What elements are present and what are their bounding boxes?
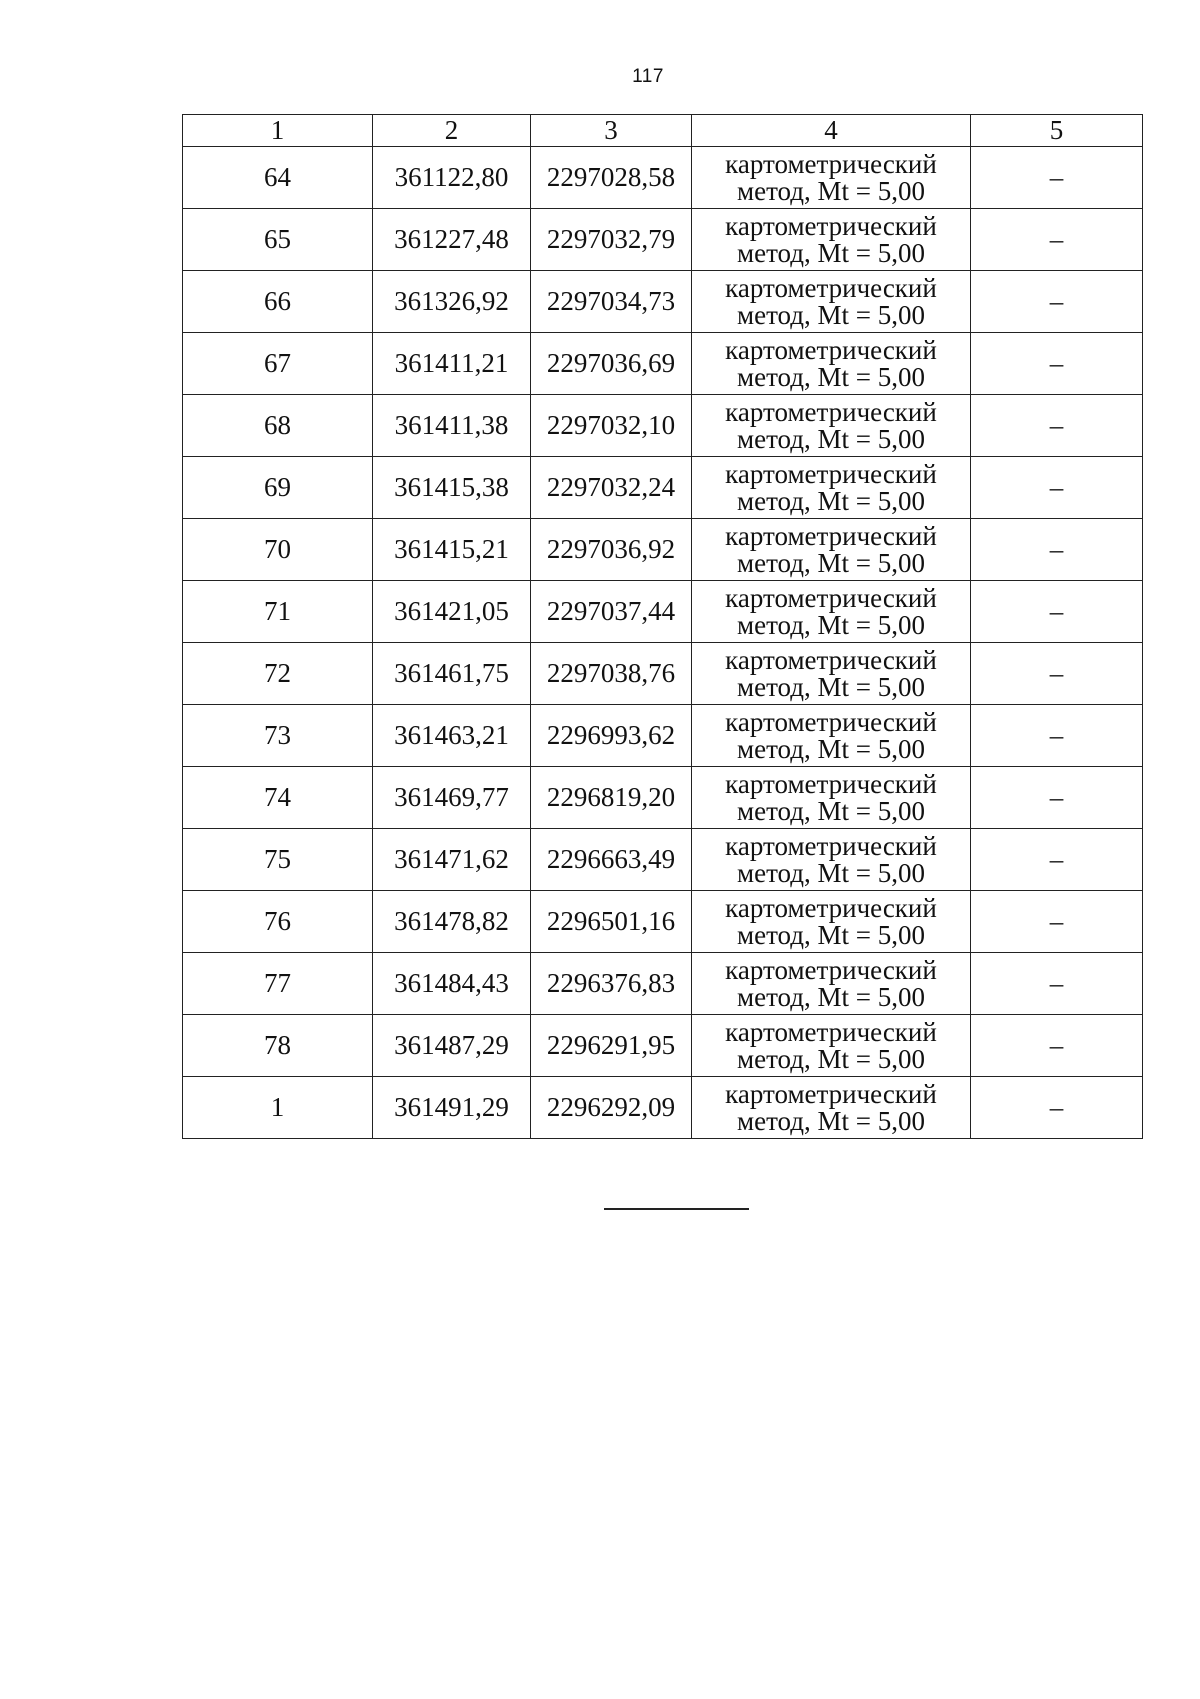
y-coordinate-cell: 2297036,69 bbox=[531, 333, 692, 395]
end-divider bbox=[604, 1208, 749, 1210]
method-line-2: метод, Mt = 5,00 bbox=[737, 733, 925, 764]
table-row bbox=[183, 767, 1143, 829]
y-coordinate-cell: 2297037,44 bbox=[531, 581, 692, 643]
point-number-cell: 65 bbox=[183, 209, 373, 271]
method-line-2: метод, Mt = 5,00 bbox=[737, 547, 925, 578]
method-line-2: метод, Mt = 5,00 bbox=[737, 857, 925, 888]
y-coordinate-cell: 2297028,58 bbox=[531, 147, 692, 209]
note-cell: – bbox=[971, 581, 1143, 643]
point-number-cell: 71 bbox=[183, 581, 373, 643]
table-row bbox=[183, 209, 1143, 271]
method-line-1: картометрический bbox=[725, 1016, 937, 1047]
method-cell bbox=[692, 209, 971, 271]
method-line-2: метод, Mt = 5,00 bbox=[737, 981, 925, 1012]
table-row bbox=[183, 333, 1143, 395]
x-coordinate-cell: 361491,29 bbox=[373, 1077, 531, 1139]
column-header: 1 bbox=[183, 115, 373, 147]
note-cell: – bbox=[971, 457, 1143, 519]
y-coordinate-cell: 2297038,76 bbox=[531, 643, 692, 705]
column-header: 3 bbox=[531, 115, 692, 147]
column-header: 5 bbox=[971, 115, 1143, 147]
method-line-1: картометрический bbox=[725, 210, 937, 241]
method-line-1: картометрический bbox=[725, 830, 937, 861]
method-line-1: картометрический bbox=[725, 148, 937, 179]
method-line-1: картометрический bbox=[725, 954, 937, 985]
page-number: 117 bbox=[632, 66, 664, 87]
table-row bbox=[183, 395, 1143, 457]
method-line-1: картометрический bbox=[725, 1078, 937, 1109]
x-coordinate-cell: 361484,43 bbox=[373, 953, 531, 1015]
method-cell bbox=[692, 705, 971, 767]
method-line-1: картометрический bbox=[725, 892, 937, 923]
x-coordinate-cell: 361487,29 bbox=[373, 1015, 531, 1077]
table-row bbox=[183, 457, 1143, 519]
x-coordinate-cell: 361415,38 bbox=[373, 457, 531, 519]
y-coordinate-cell: 2296819,20 bbox=[531, 767, 692, 829]
x-coordinate-cell: 361411,21 bbox=[373, 333, 531, 395]
note-cell: – bbox=[971, 271, 1143, 333]
coordinates-table bbox=[182, 114, 1143, 1139]
y-coordinate-cell: 2297032,24 bbox=[531, 457, 692, 519]
y-coordinate-cell: 2297036,92 bbox=[531, 519, 692, 581]
y-coordinate-cell: 2297032,10 bbox=[531, 395, 692, 457]
point-number-cell: 68 bbox=[183, 395, 373, 457]
note-cell: – bbox=[971, 1015, 1143, 1077]
method-cell bbox=[692, 581, 971, 643]
table-row bbox=[183, 1077, 1143, 1139]
point-number-cell: 70 bbox=[183, 519, 373, 581]
column-header: 2 bbox=[373, 115, 531, 147]
note-cell: – bbox=[971, 519, 1143, 581]
method-line-2: метод, Mt = 5,00 bbox=[737, 1105, 925, 1136]
column-header: 4 bbox=[692, 115, 971, 147]
method-line-2: метод, Mt = 5,00 bbox=[737, 361, 925, 392]
table-row bbox=[183, 643, 1143, 705]
note-cell: – bbox=[971, 643, 1143, 705]
y-coordinate-cell: 2296993,62 bbox=[531, 705, 692, 767]
note-cell: – bbox=[971, 891, 1143, 953]
y-coordinate-cell: 2296376,83 bbox=[531, 953, 692, 1015]
x-coordinate-cell: 361463,21 bbox=[373, 705, 531, 767]
y-coordinate-cell: 2297032,79 bbox=[531, 209, 692, 271]
note-cell: – bbox=[971, 1077, 1143, 1139]
point-number-cell: 1 bbox=[183, 1077, 373, 1139]
note-cell: – bbox=[971, 829, 1143, 891]
x-coordinate-cell: 361415,21 bbox=[373, 519, 531, 581]
method-cell bbox=[692, 271, 971, 333]
table-row bbox=[183, 705, 1143, 767]
x-coordinate-cell: 361469,77 bbox=[373, 767, 531, 829]
method-cell bbox=[692, 767, 971, 829]
note-cell: – bbox=[971, 953, 1143, 1015]
point-number-cell: 75 bbox=[183, 829, 373, 891]
x-coordinate-cell: 361411,38 bbox=[373, 395, 531, 457]
y-coordinate-cell: 2296291,95 bbox=[531, 1015, 692, 1077]
table-row bbox=[183, 147, 1143, 209]
method-line-2: метод, Mt = 5,00 bbox=[737, 237, 925, 268]
table-row bbox=[183, 829, 1143, 891]
x-coordinate-cell: 361326,92 bbox=[373, 271, 531, 333]
method-line-2: метод, Mt = 5,00 bbox=[737, 485, 925, 516]
method-cell bbox=[692, 643, 971, 705]
method-cell bbox=[692, 1077, 971, 1139]
x-coordinate-cell: 361227,48 bbox=[373, 209, 531, 271]
method-line-1: картометрический bbox=[725, 520, 937, 551]
method-line-2: метод, Mt = 5,00 bbox=[737, 299, 925, 330]
x-coordinate-cell: 361421,05 bbox=[373, 581, 531, 643]
method-cell bbox=[692, 147, 971, 209]
point-number-cell: 74 bbox=[183, 767, 373, 829]
x-coordinate-cell: 361471,62 bbox=[373, 829, 531, 891]
method-cell bbox=[692, 333, 971, 395]
method-cell bbox=[692, 395, 971, 457]
method-line-1: картометрический bbox=[725, 644, 937, 675]
y-coordinate-cell: 2296663,49 bbox=[531, 829, 692, 891]
point-number-cell: 66 bbox=[183, 271, 373, 333]
method-cell bbox=[692, 1015, 971, 1077]
method-cell bbox=[692, 891, 971, 953]
method-line-2: метод, Mt = 5,00 bbox=[737, 919, 925, 950]
table-row bbox=[183, 581, 1143, 643]
method-line-1: картометрический bbox=[725, 706, 937, 737]
table-row bbox=[183, 891, 1143, 953]
table-row bbox=[183, 953, 1143, 1015]
method-line-2: метод, Mt = 5,00 bbox=[737, 671, 925, 702]
method-line-1: картометрический bbox=[725, 582, 937, 613]
note-cell: – bbox=[971, 705, 1143, 767]
point-number-cell: 77 bbox=[183, 953, 373, 1015]
table-row bbox=[183, 271, 1143, 333]
method-line-1: картометрический bbox=[725, 768, 937, 799]
method-cell bbox=[692, 953, 971, 1015]
method-cell bbox=[692, 519, 971, 581]
method-line-1: картометрический bbox=[725, 272, 937, 303]
point-number-cell: 76 bbox=[183, 891, 373, 953]
x-coordinate-cell: 361461,75 bbox=[373, 643, 531, 705]
y-coordinate-cell: 2296501,16 bbox=[531, 891, 692, 953]
method-line-2: метод, Mt = 5,00 bbox=[737, 175, 925, 206]
method-line-2: метод, Mt = 5,00 bbox=[737, 1043, 925, 1074]
point-number-cell: 73 bbox=[183, 705, 373, 767]
table-row bbox=[183, 519, 1143, 581]
method-line-2: метод, Mt = 5,00 bbox=[737, 423, 925, 454]
y-coordinate-cell: 2297034,73 bbox=[531, 271, 692, 333]
table-row bbox=[183, 1015, 1143, 1077]
x-coordinate-cell: 361122,80 bbox=[373, 147, 531, 209]
table-header-row bbox=[183, 115, 1143, 147]
method-cell bbox=[692, 457, 971, 519]
method-cell bbox=[692, 829, 971, 891]
note-cell: – bbox=[971, 209, 1143, 271]
method-line-2: метод, Mt = 5,00 bbox=[737, 609, 925, 640]
note-cell: – bbox=[971, 395, 1143, 457]
point-number-cell: 78 bbox=[183, 1015, 373, 1077]
method-line-1: картометрический bbox=[725, 334, 937, 365]
table-body bbox=[183, 147, 1143, 1139]
note-cell: – bbox=[971, 767, 1143, 829]
method-line-2: метод, Mt = 5,00 bbox=[737, 795, 925, 826]
point-number-cell: 64 bbox=[183, 147, 373, 209]
note-cell: – bbox=[971, 147, 1143, 209]
point-number-cell: 67 bbox=[183, 333, 373, 395]
y-coordinate-cell: 2296292,09 bbox=[531, 1077, 692, 1139]
point-number-cell: 72 bbox=[183, 643, 373, 705]
method-line-1: картометрический bbox=[725, 458, 937, 489]
note-cell: – bbox=[971, 333, 1143, 395]
x-coordinate-cell: 361478,82 bbox=[373, 891, 531, 953]
method-line-1: картометрический bbox=[725, 396, 937, 427]
point-number-cell: 69 bbox=[183, 457, 373, 519]
